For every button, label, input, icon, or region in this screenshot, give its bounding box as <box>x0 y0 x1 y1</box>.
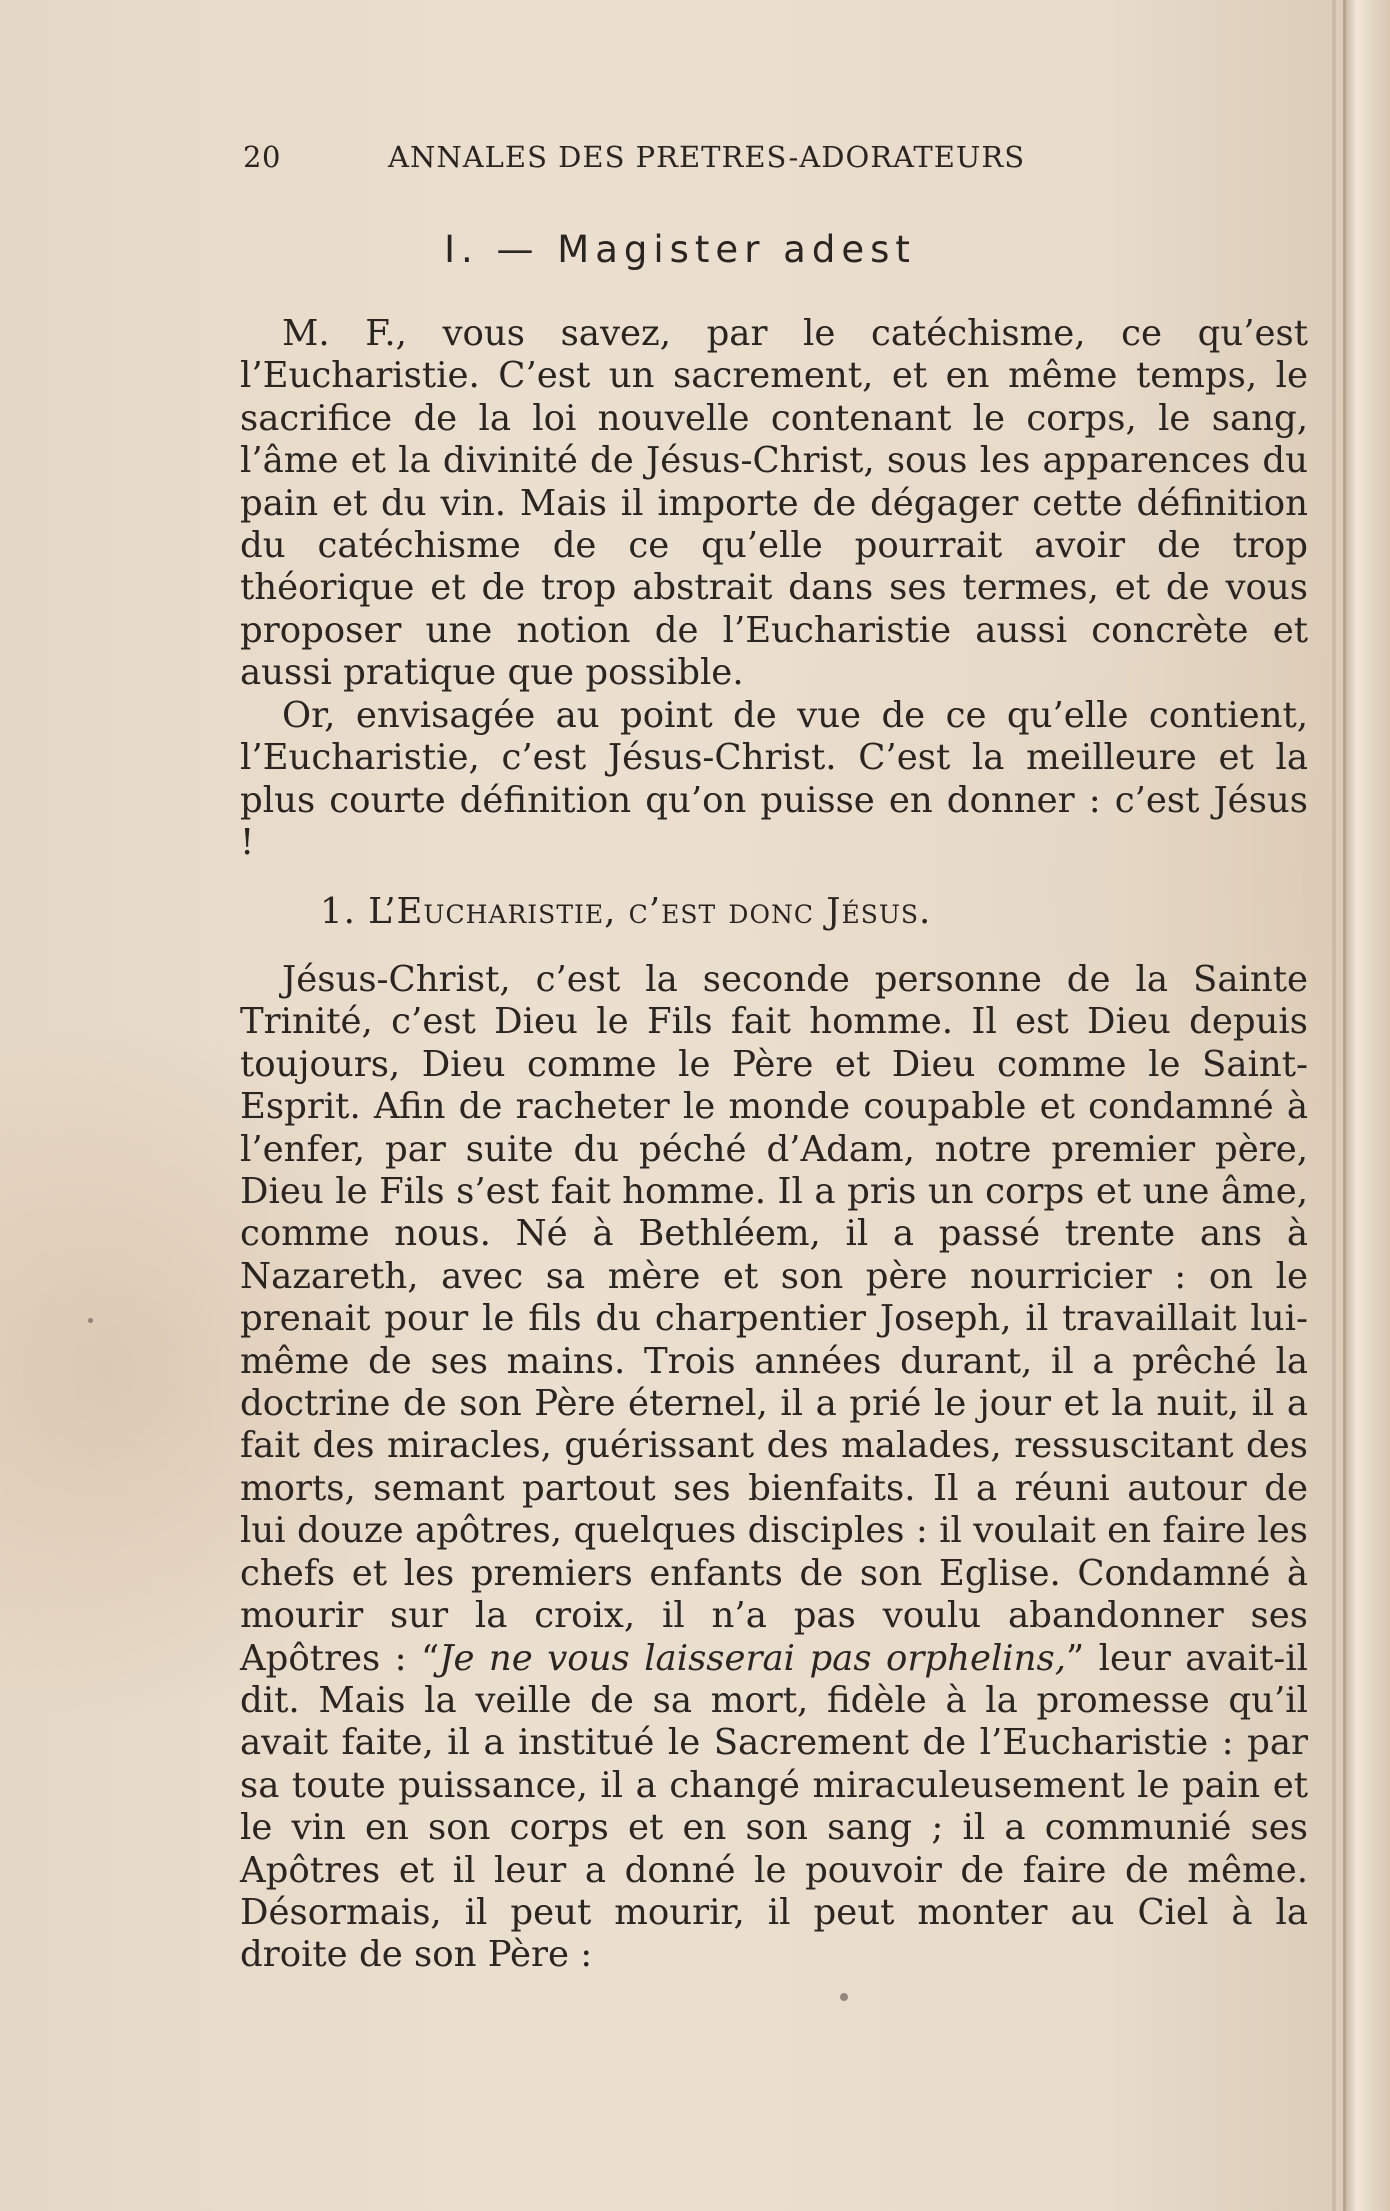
page-number: 20 <box>243 140 281 174</box>
paragraph-1: M. F., vous savez, par le catéchisme, ce qu’est l’Eucharistie. C’est un sacrement, et en même temps, le sacrifice de la loi nouvelle contenant le corps, le sang, l’âme et la divinité de Jésus-Christ, sous les apparences du pain et du vin. Mais il importe de dégager cette définition du catéchisme de ce qu’elle pourrait avoir de trop théorique et de trop abstrait dans ses termes, et de vous proposer une notion de l’Eucharistie aussi concrète et aussi pratique que possible. <box>240 313 1308 694</box>
paragraph-3-block <box>240 959 1308 1977</box>
subheading <box>320 891 1220 932</box>
paragraph-2-block <box>240 695 1308 865</box>
paragraph-1-block <box>240 313 1308 695</box>
running-title: ANNALES DES PRETRES-ADORATEURS <box>388 140 1026 174</box>
ink-speck <box>840 1993 848 2001</box>
paragraph-3 <box>240 959 1308 1977</box>
section-title: I. — Magister adest <box>444 228 916 271</box>
paragraph-3-text-before-quote: Jésus-Christ, c’est la seconde personne de la Sainte Trinité, c’est Dieu le Fils fait homme. Il est Dieu depuis toujours, Dieu comme le Père et Dieu comme le Saint-Esprit. Afin de racheter le monde coupable et condamné à l’enfer, par suite du péché d’Adam, notre premier père, Dieu le Fils s’est fait homme. Il a pris un corps et une âme, comme nous. Né à Bethléem, il a passé trente ans à Nazareth, avec sa mère et son père nourricier : on le prenait pour le fils du charpentier Joseph, il travaillait lui-même de ses mains. Trois années durant, il a prêché la doctrine de son Père éternel, il a prié le jour et la nuit, il a fait des miracles, guérissant des malades, ressuscitant des morts, semant partout ses bienfaits. Il a réuni autour de lui douze apôtres, quelques disciples : il voulait en faire les chefs et les premiers enfants de son Eglise. Condamné à mourir sur la croix, il n’a pas voulu abandonner ses Apôtres : “ <box>240 959 1308 1679</box>
running-header <box>243 140 1128 184</box>
paragraph-3-text-after-quote: ” leur avait-il dit. Mais la veille de sa mort, fidèle à la promesse qu’il avait faite, il a institué le Sacrement de l’Eucharistie : par sa toute puissance, il a changé miraculeusement le pain et le vin en son corps et en son sang ; il a communié ses Apôtres et il leur a donné le pouvoir de faire de même. Désormais, il peut mourir, il peut monter au Ciel à la droite de son Père : <box>240 1637 1308 1976</box>
subheading-number: 1. <box>320 891 356 932</box>
page-fold-line <box>1332 0 1336 2211</box>
page-edge <box>1343 0 1390 2211</box>
paragraph-2: Or, envisagée au point de vue de ce qu’elle contient, l’Eucharistie, c’est Jésus-Christ. C’est la meilleure et la plus courte définition qu’on puisse en donner : c’est Jésus ! <box>240 695 1308 864</box>
paragraph-3-quote: Je ne vous laisserai pas orphelins, <box>439 1637 1067 1679</box>
subheading-text: L’Eucharistie, c’est donc Jésus. <box>368 891 932 932</box>
ink-speck <box>88 1318 93 1323</box>
